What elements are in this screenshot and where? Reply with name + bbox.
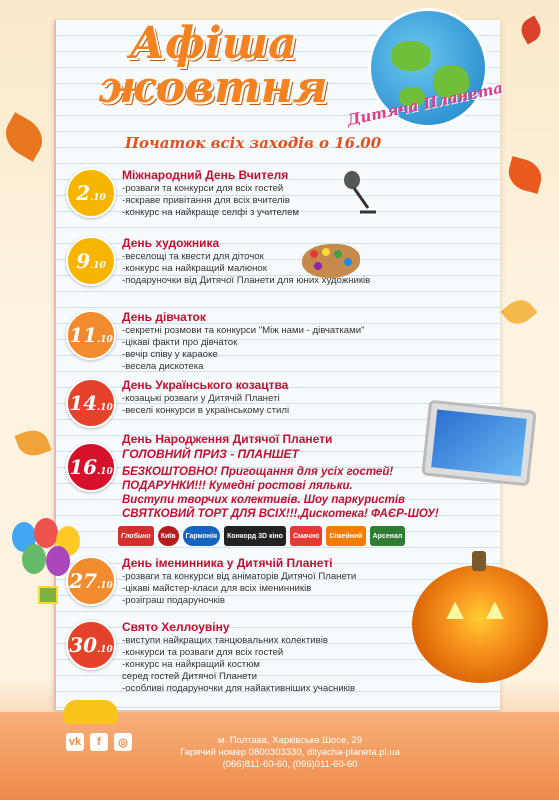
event-line: -веселощі та квести для діточок [122,251,264,262]
instagram-icon[interactable]: ◎ [114,733,132,751]
hotline: Гарячий номер 0800303330, dityacha-planeta.pl.ua [180,747,400,758]
sponsor-logos [118,524,448,548]
autumn-leaf-icon [517,15,545,44]
date-badge [66,556,116,606]
date-day: 11 [69,323,98,347]
event-title: День Народження Дитячої Планети [122,432,333,446]
social-links [66,733,132,751]
date-suffix: .10 [90,261,106,271]
date-badge [66,378,116,428]
date-day: 9 [76,249,91,273]
vk-icon[interactable]: vk [66,733,84,751]
autumn-leaf-icon [14,426,51,461]
event-title: День дівчаток [122,310,206,324]
event-line: серед гостей Дитячої Планети [122,671,257,682]
sponsor-logo: Глобино [118,526,154,546]
date-badge [66,310,116,360]
event-details [122,393,289,417]
date-suffix: .10 [97,335,113,345]
event-line: -подаруночки від Дитячої Планети для юних художників [122,275,371,286]
contact-info [140,735,440,771]
event-title: Свято Хеллоувіну [122,620,230,634]
date-suffix: .10 [97,467,113,477]
prize-line: Виступи творчих колективів. Шоу паркуристів [122,494,406,506]
date-badge [66,236,116,286]
date-badge [66,442,116,492]
event-line: -веселі конкурси в українському стилі [122,405,290,416]
event-line: -розіграш подаруночків [122,595,225,606]
start-time-note: Початок всіх заходів о 16.00 [124,134,382,152]
event-line: -секретні розмови та конкурси "Між нами - дівчатками" [122,325,365,336]
microphone-icon [340,170,378,214]
date-suffix: .10 [90,193,106,203]
event-details [122,251,370,287]
date-day: 16 [69,455,98,479]
pumpkin-icon: ▲▲ [412,565,548,683]
prize-line: СВЯТКОВИЙ ТОРТ ДЛЯ ВСІХ!!!,Дискотека! ФАЄР-ШОУ! [122,508,439,520]
event-title: День художника [122,236,220,250]
title-line-1: Афіша [129,18,297,69]
event-line: -весела дискотека [122,361,204,372]
date-suffix: .10 [97,645,113,655]
event-details [122,571,356,607]
prize-heading: ГОЛОВНИЙ ПРИЗ - ПЛАНШЕТ [122,447,299,461]
event-title: День іменинника у Дитячій Планеті [122,556,333,570]
event-line: -цікаві майстер-класи для всіх іменинників [122,583,312,594]
date-day: 27 [69,569,98,593]
event-title: Міжнародний День Вчителя [122,168,289,182]
date-suffix: .10 [97,581,113,591]
date-day: 2 [76,181,91,205]
address: м. Полтава, Харківське Шосе, 29 [217,735,363,746]
event-details [122,635,355,695]
phones: (066)811-60-60, (096)011-60-60 [222,759,358,770]
prize-line: ПОДАРУНКИ!!! Кумедні ростові ляльки. [122,480,353,492]
sponsor-logo: Київ [158,526,179,546]
date-day: 30 [69,633,98,657]
title-line-2: жовтня [98,62,328,113]
event-line: -конкурс на найкращий костюм [122,659,260,670]
event-line: -яскраве привітання для всіх вчителів [122,195,290,206]
event-line: -конкурси та розваги для всіх гостей [122,647,284,658]
car-icon [64,700,118,724]
date-suffix: .10 [97,403,113,413]
date-badge [66,168,116,218]
date-badge [66,620,116,670]
event-line: -цікаві факти про дівчаток [122,337,238,348]
event-line: -козацькі розваги у Дитячій Планеті [122,393,280,404]
sponsor-logo: Смачно [290,526,322,546]
logo-text: Дитяча Планета [345,78,505,130]
event-details [122,183,299,219]
event-line: -вечір співу у караоке [122,349,218,360]
event-line: -розваги та конкурси для всіх гостей [122,183,284,194]
autumn-leaf-icon [501,294,538,330]
sponsor-logo: Арсенал [370,526,406,546]
event-line: -особливі подаруночки для найактивніших учасників [122,683,356,694]
event-line: -конкурс на найкраще селфі з учителем [122,207,300,218]
event-line: -виступи найкращих танцювальних колективів [122,635,328,646]
page-title [78,18,348,113]
facebook-icon[interactable]: f [90,733,108,751]
event-title: День Українського козацтва [122,378,289,392]
date-day: 14 [69,391,98,415]
sponsor-logo: Сімейний [326,526,365,546]
sponsor-logo: Гармонія [183,526,221,546]
autumn-leaf-icon [505,156,546,194]
event-line: -конкурс на найкращий малюнок [122,263,267,274]
event-line: -розваги та конкурси від аніматорів Дитячої Планети [122,571,357,582]
prize-line: БЕЗКОШТОВНО! Пригощання для усіх гостей! [122,466,394,478]
autumn-leaf-icon [0,112,50,161]
event-details [122,325,365,373]
sponsor-logo: Конкорд 3D кіно [224,526,286,546]
prize-details [122,465,439,521]
